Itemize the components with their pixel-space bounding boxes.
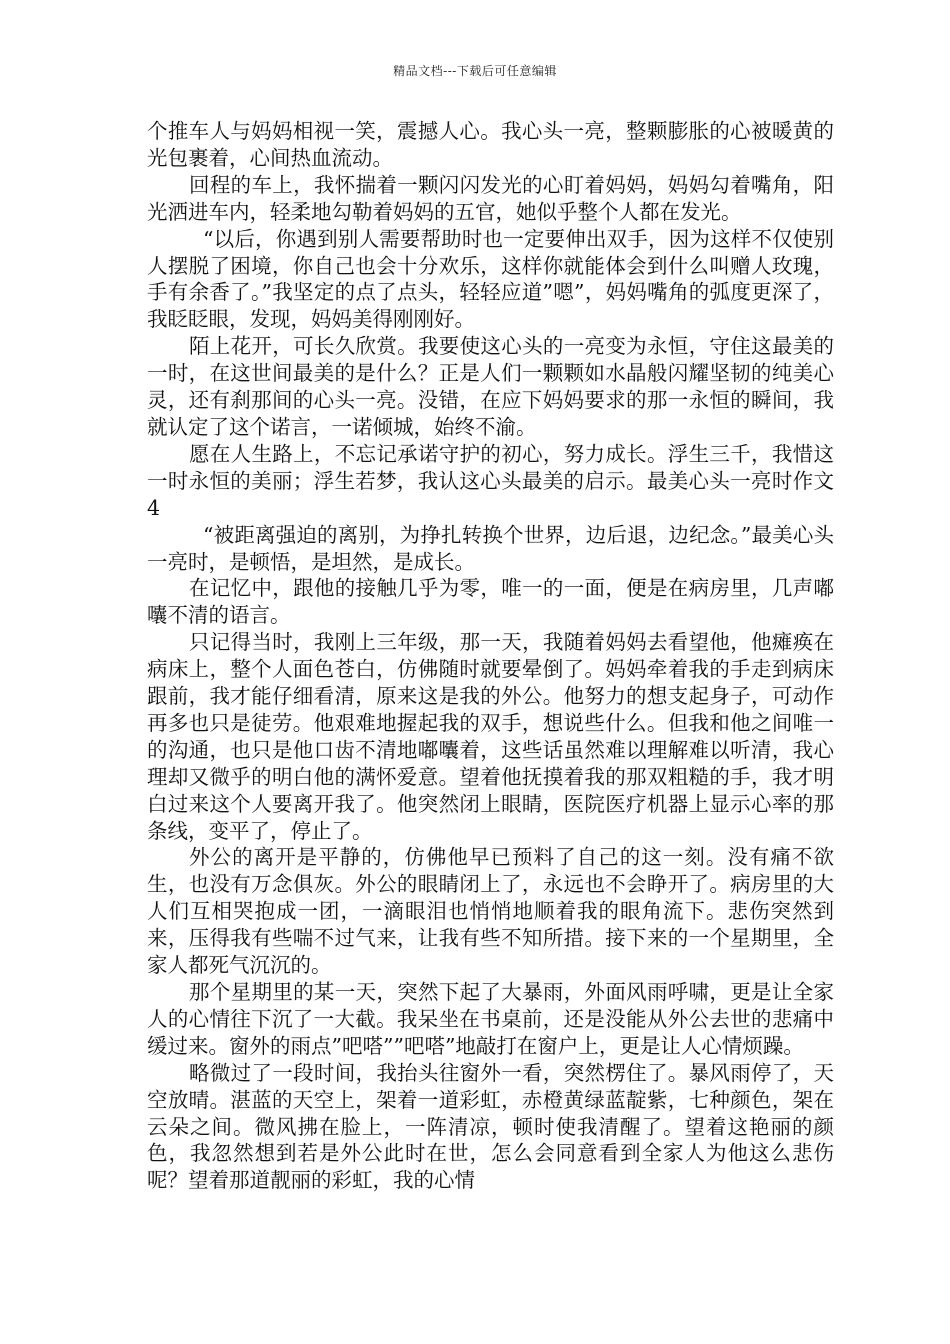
page-header: 精品文档---下载后可任意编辑 bbox=[393, 64, 557, 78]
paragraph: 愿在人生路上，不忘记承诺守护的初心，努力成长。浮生三千，我惜这一时永恒的美丽；浮生若梦，我认这心头最美的启示。最美心头一亮时作文 4 bbox=[147, 441, 834, 520]
paragraph: “以后，你遇到别人需要帮助时也一定要伸出双手，因为这样不仅使别人摆脱了困境，你自己也会十分欢乐，这样你就能体会到什么叫赠人玫瑰，手有余香了。”我坚定的点了点头，轻轻应道”嗯”，妈妈嘴角的弧度更深了，我眨眨眼，发现，妈妈美得刚刚好。 bbox=[147, 226, 834, 332]
paragraph: 陌上花开，可长久欣赏。我要使这心头的一亮变为永恒，守住这最美的一时，在这世间最美的是什么？正是人们一颗颗如水晶般闪耀坚韧的纯美心灵，还有刹那间的心头一亮。没错，在应下妈妈要求的那一永恒的瞬间，我就认定了这个诺言，一诺倾城，始终不渝。 bbox=[147, 334, 834, 439]
paragraph: “被距离强迫的离别，为挣扎转换个世界，边后退，边纪念。”最美心头一亮时，是顿悟，是坦然，是成长。 bbox=[147, 522, 834, 574]
paragraph: 那个星期里的某一天，突然下起了大暴雨，外面风雨呼啸，更是让全家人的心情往下沉了一大截。我呆坐在书桌前，还是没能从外公去世的悲痛中缓过来。窗外的雨点”吧嗒””吧嗒”地敲打在窗户上，更是让人心情烦躁。 bbox=[147, 980, 834, 1058]
paragraph: 回程的车上，我怀揣着一颗闪闪发光的心盯着妈妈，妈妈勾着嘴角，阳光洒进车内，轻柔地勾勒着妈妈的五官，她似乎整个人都在发光。 bbox=[147, 172, 834, 224]
paragraph: 只记得当时，我刚上三年级，那一天，我随着妈妈去看望他，他瘫痪在病床上，整个人面色苍白，仿佛随时就要晕倒了。妈妈牵着我的手走到病床跟前，我才能仔细看清，原来这是我的外公。他努力的想支起身子，可动作再多也只是徒劳。他艰难地握起我的双手，想说些什么。但我和他之间唯一的沟通，也只是他口齿不清地嘟囔着，这些话虽然难以理解难以听清，我心理却又微乎的明白他的满怀爱意。望着他抚摸着我的那双粗糙的手，我才明白过来这个人要离开我了。他突然闭上眼睛，医院医疗机器上显示心率的那条线，变平了，停止了。 bbox=[147, 630, 834, 843]
paragraph: 在记忆中，跟他的接触几乎为零，唯一的一面，便是在病房里，几声嘟囔不清的语言。 bbox=[147, 576, 834, 628]
paragraph: 外公的离开是平静的，仿佛他早已预料了自己的这一刻。没有痛不欲生，也没有万念俱灰。外公的眼睛闭上了，永远也不会睁开了。病房里的大人们互相哭抱成一团，一滴眼泪也悄悄地顺着我的眼角流下。悲伤突然到来，压得我有些喘不过气来，让我有些不知所措。接下来的一个星期里，全家人都死气沉沉的。 bbox=[147, 845, 834, 978]
article-body bbox=[147, 118, 834, 1194]
paragraph: 个推车人与妈妈相视一笑，震撼人心。我心头一亮，整颗膨胀的心被暖黄的光包裹着，心间热血流动。 bbox=[147, 119, 834, 170]
paragraph: 略微过了一段时间，我抬头往窗外一看，突然楞住了。暴风雨停了，天空放晴。湛蓝的天空上，架着一道彩虹，赤橙黄绿蓝靛紫，七种颜色，架在云朵之间。微风拂在脸上，一阵清凉，顿时使我清醒了。望着这艳丽的颜色，我忽然想到若是外公此时在世，怎么会同意看到全家人为他这么悲伤呢？望着那道靓丽的彩虹，我的心情 bbox=[147, 1060, 834, 1193]
